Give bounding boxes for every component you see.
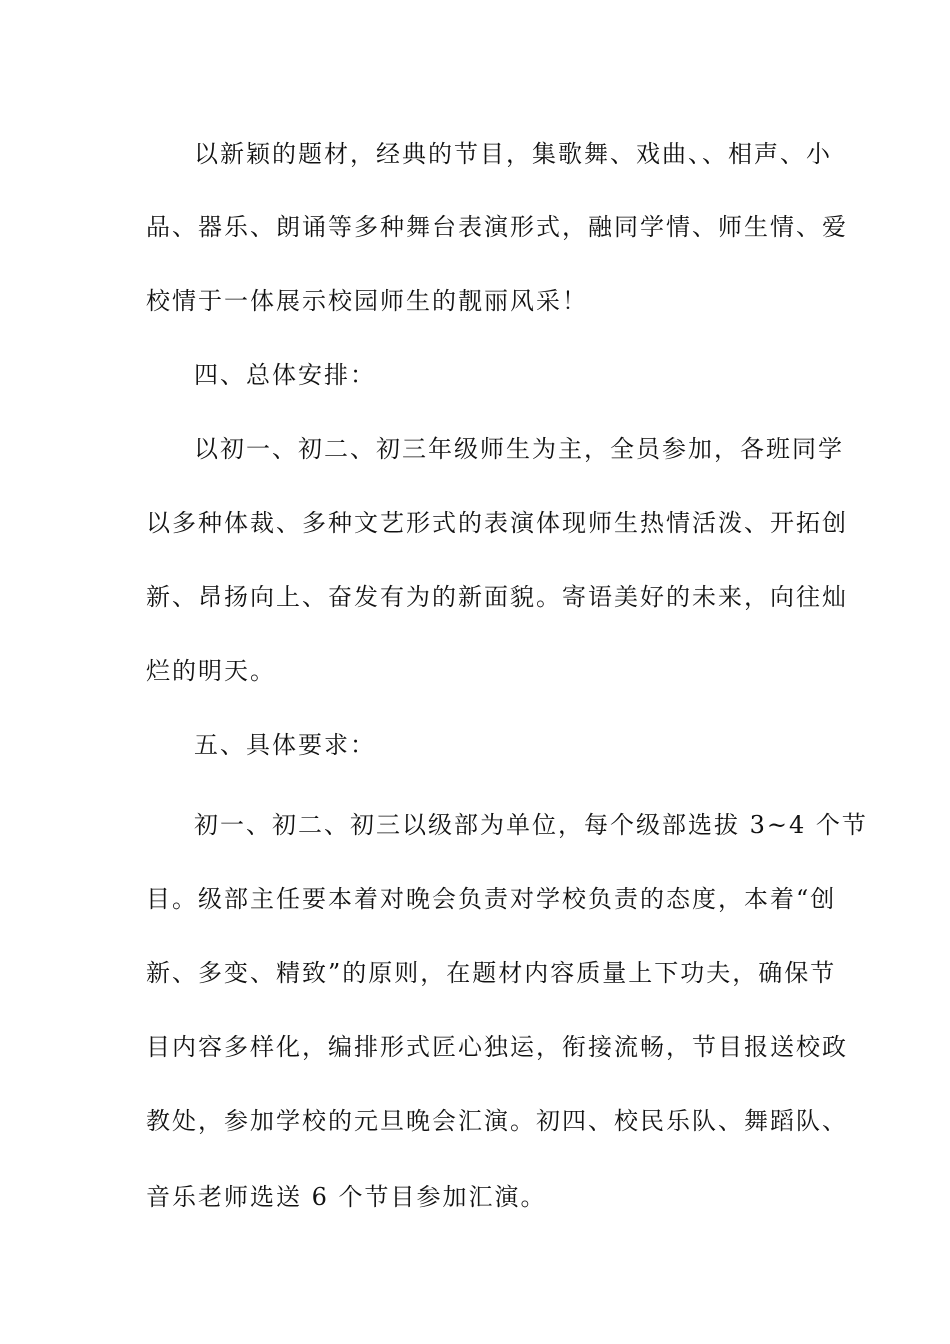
section-heading: 五、具体要求： xyxy=(194,731,376,759)
paragraph-line: 初一、初二、初三以级部为单位，每个级部选拔 3~4 个节 xyxy=(194,811,868,839)
paragraph-line: 品、器乐、朗诵等多种舞台表演形式，融同学情、师生情、爱 xyxy=(146,213,848,241)
paragraph-line: 以多种体裁、多种文艺形式的表演体现师生热情活泼、开拓创 xyxy=(146,509,848,537)
section-heading: 四、总体安排： xyxy=(194,361,376,389)
paragraph-line: 教处，参加学校的元旦晚会汇演。初四、校民乐队、舞蹈队、 xyxy=(146,1107,848,1135)
paragraph-line: 校情于一体展示校园师生的靓丽风采！ xyxy=(146,287,588,315)
paragraph-line: 新、多变、精致”的原则，在题材内容质量上下功夫，确保节 xyxy=(146,959,837,987)
paragraph-line: 新、昂扬向上、奋发有为的新面貌。寄语美好的未来，向往灿 xyxy=(146,583,848,611)
paragraph-line: 烂的明天。 xyxy=(146,657,276,685)
paragraph-line: 目。级部主任要本着对晚会负责对学校负责的态度，本着“创 xyxy=(146,885,837,913)
paragraph-line: 以新颖的题材，经典的节目，集歌舞、戏曲、、相声、小 xyxy=(194,140,832,168)
paragraph-line: 以初一、初二、初三年级师生为主，全员参加，各班同学 xyxy=(194,435,844,463)
paragraph-line: 音乐老师选送 6 个节目参加汇演。 xyxy=(146,1183,547,1211)
paragraph-line: 目内容多样化，编排形式匠心独运，衔接流畅，节目报送校政 xyxy=(146,1033,848,1061)
